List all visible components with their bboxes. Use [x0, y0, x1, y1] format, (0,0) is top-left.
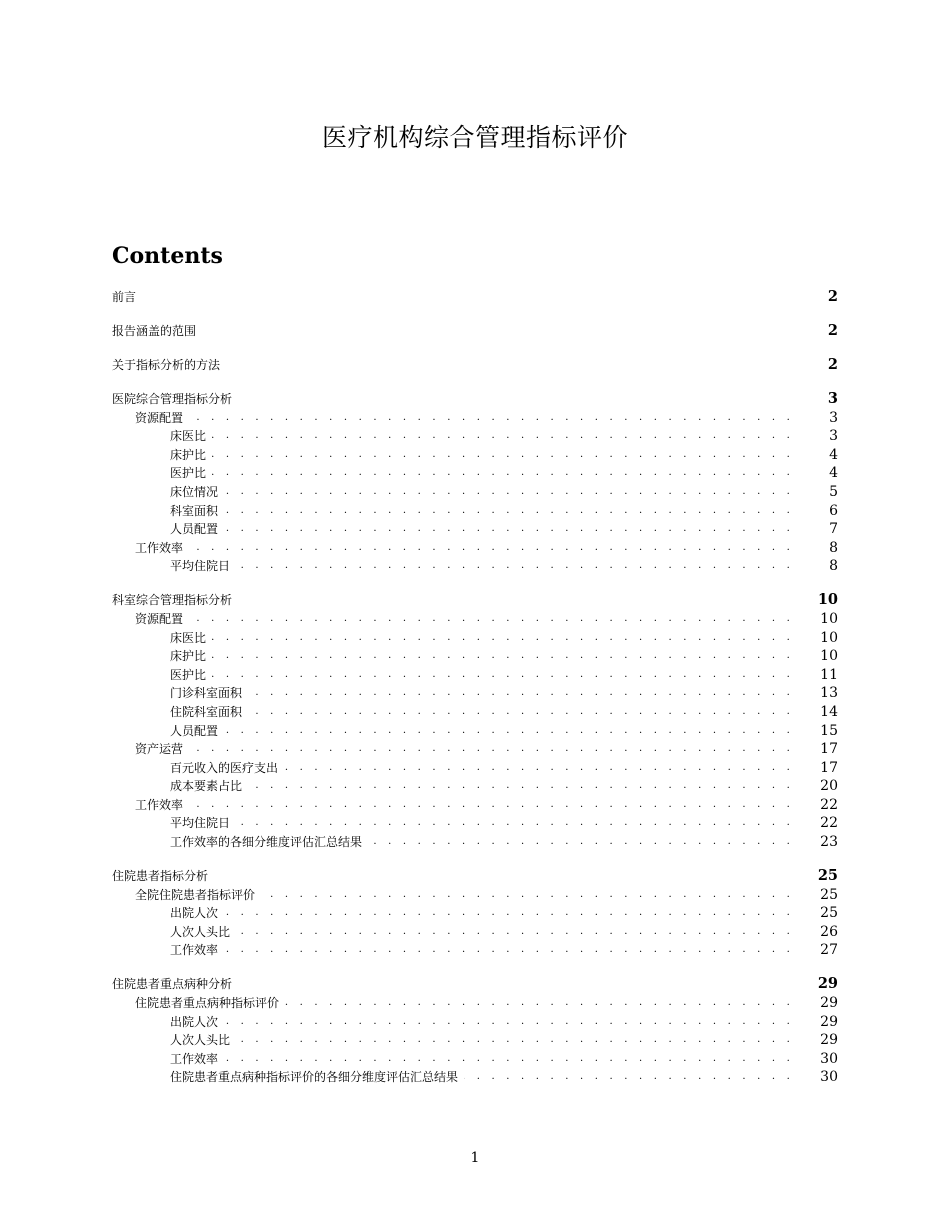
toc-entry-page-number: 15 — [820, 722, 838, 739]
toc-subsection[interactable] — [112, 608, 838, 627]
document-title: 医疗机构综合管理指标评价 — [321, 123, 628, 152]
toc-section[interactable] — [112, 387, 838, 407]
toc-entry-label: 科室综合管理指标分析 — [112, 592, 238, 608]
toc-dot-leader — [202, 323, 794, 339]
toc-dot-leader — [224, 503, 794, 519]
toc-entry-page-number: 29 — [820, 995, 838, 1012]
toc-entry-page-number: 30 — [820, 1069, 838, 1086]
toc-subsubsection[interactable] — [112, 627, 838, 646]
toc-entry-label: 资源配置 — [135, 611, 189, 627]
toc-entry-page-number: 26 — [820, 923, 838, 940]
toc-section[interactable] — [112, 353, 838, 373]
toc-entry-label: 关于指标分析的方法 — [112, 357, 226, 373]
toc-dot-leader — [236, 924, 794, 940]
toc-entry-page-number: 7 — [829, 521, 838, 538]
toc-subsubsection[interactable] — [112, 776, 838, 795]
toc-entry-page-number: 3 — [829, 409, 838, 426]
toc-dot-leader — [284, 760, 794, 776]
toc-entry-page-number: 23 — [820, 834, 838, 851]
toc-dot-leader — [189, 797, 794, 813]
page-number: 1 — [470, 1150, 480, 1166]
toc-entry-label: 出院人次 — [170, 1014, 224, 1030]
toc-entry-page-number: 6 — [829, 502, 838, 519]
toc-subsubsection[interactable] — [112, 426, 838, 445]
toc-entry-label: 床护比 — [170, 648, 212, 664]
toc-entry-label: 人次人头比 — [170, 924, 236, 940]
toc-entry-page-number: 14 — [820, 703, 838, 720]
toc-entry-page-number: 22 — [820, 815, 838, 832]
toc-entry-label: 医护比 — [170, 667, 212, 683]
toc-subsection[interactable] — [112, 739, 838, 758]
toc-dot-leader — [142, 289, 794, 305]
table-of-contents — [112, 285, 838, 1085]
toc-dot-leader — [212, 465, 794, 481]
toc-entry-page-number: 3 — [829, 428, 838, 445]
toc-entry-label: 工作效率 — [135, 540, 189, 556]
toc-subsubsection[interactable] — [112, 463, 838, 482]
toc-entry-page-number: 10 — [817, 591, 838, 609]
toc-dot-leader — [189, 741, 794, 757]
toc-dot-leader — [224, 723, 794, 739]
toc-subsection[interactable] — [112, 992, 838, 1011]
toc-dot-leader — [224, 905, 794, 921]
toc-entry-label: 前言 — [112, 289, 142, 305]
toc-dot-leader — [212, 447, 794, 463]
toc-entry-page-number: 17 — [820, 759, 838, 776]
toc-entry-page-number: 30 — [820, 1050, 838, 1067]
toc-entry-label: 床医比 — [170, 428, 212, 444]
toc-dot-leader — [236, 815, 794, 831]
toc-entry-label: 门诊科室面积 — [170, 685, 248, 701]
toc-dot-leader — [224, 1014, 794, 1030]
toc-entry-label: 出院人次 — [170, 905, 224, 921]
toc-subsubsection[interactable] — [112, 444, 838, 463]
toc-dot-leader — [224, 1051, 794, 1067]
toc-dot-leader — [238, 391, 794, 407]
toc-dot-leader — [368, 834, 794, 850]
toc-entry-label: 人员配置 — [170, 723, 224, 739]
toc-entry-page-number: 29 — [820, 1032, 838, 1049]
toc-entry-page-number: 2 — [827, 322, 838, 339]
toc-entry-page-number: 27 — [820, 942, 838, 959]
toc-entry-label: 资产运营 — [135, 741, 189, 757]
toc-subsubsection[interactable] — [112, 940, 838, 959]
toc-entry-label: 报告涵盖的范围 — [112, 323, 202, 339]
toc-entry-page-number: 2 — [827, 356, 838, 373]
toc-entry-page-number: 10 — [820, 610, 838, 627]
toc-entry-page-number: 8 — [829, 558, 838, 575]
toc-entry-label: 医护比 — [170, 465, 212, 481]
toc-dot-leader — [212, 648, 794, 664]
toc-subsubsection[interactable] — [112, 813, 838, 832]
toc-subsubsection[interactable] — [112, 519, 838, 538]
toc-entry-label: 平均住院日 — [170, 815, 236, 831]
toc-subsubsection[interactable] — [112, 1011, 838, 1030]
toc-dot-leader — [212, 428, 794, 444]
toc-dot-leader — [248, 704, 794, 720]
toc-entry-page-number: 5 — [829, 483, 838, 500]
toc-entry-page-number: 10 — [820, 648, 838, 665]
toc-entry-label: 工作效率 — [135, 797, 189, 813]
toc-dot-leader — [285, 995, 794, 1011]
toc-entry-page-number: 2 — [827, 288, 838, 305]
toc-entry-page-number: 3 — [827, 390, 838, 407]
toc-entry-label: 床医比 — [170, 630, 212, 646]
toc-entry-page-number: 20 — [820, 778, 838, 795]
toc-entry-page-number: 4 — [829, 465, 838, 482]
toc-subsubsection[interactable] — [112, 556, 838, 575]
toc-entry-label: 住院患者重点病种分析 — [112, 976, 238, 992]
toc-dot-leader — [189, 540, 794, 556]
toc-dot-leader — [236, 1032, 794, 1048]
toc-subsubsection[interactable] — [112, 1048, 838, 1067]
toc-subsubsection[interactable] — [112, 921, 838, 940]
toc-entry-label: 人次人头比 — [170, 1032, 236, 1048]
toc-entry-label: 住院患者指标分析 — [112, 868, 214, 884]
toc-entry-page-number: 25 — [820, 905, 838, 922]
toc-subsubsection[interactable] — [112, 701, 838, 720]
toc-subsubsection[interactable] — [112, 664, 838, 683]
toc-dot-leader — [248, 778, 794, 794]
toc-entry-label: 工作效率 — [170, 1051, 224, 1067]
toc-dot-leader — [224, 521, 794, 537]
toc-dot-leader — [212, 630, 794, 646]
toc-entry-label: 全院住院患者指标评价 — [135, 887, 261, 903]
toc-subsection[interactable] — [112, 407, 838, 426]
toc-entry-label: 住院科室面积 — [170, 704, 248, 720]
toc-entry-page-number: 11 — [820, 666, 838, 683]
toc-section[interactable] — [112, 864, 838, 884]
toc-entry-label: 人员配置 — [170, 521, 224, 537]
toc-dot-leader — [224, 484, 794, 500]
toc-subsubsection[interactable] — [112, 757, 838, 776]
toc-entry-label: 科室面积 — [170, 503, 224, 519]
toc-dot-leader — [214, 868, 794, 884]
toc-entry-label: 成本要素占比 — [170, 778, 248, 794]
toc-entry-label: 床位情况 — [170, 484, 224, 500]
toc-entry-page-number: 29 — [817, 975, 838, 993]
toc-dot-leader — [238, 976, 794, 992]
toc-dot-leader — [212, 667, 794, 683]
toc-dot-leader — [261, 887, 794, 903]
toc-entry-label: 工作效率的各细分维度评估汇总结果 — [170, 834, 368, 850]
toc-dot-leader — [464, 1069, 794, 1085]
toc-entry-label: 百元收入的医疗支出 — [170, 760, 284, 776]
toc-entry-page-number: 13 — [820, 685, 838, 702]
toc-subsubsection[interactable] — [112, 1030, 838, 1049]
contents-heading: Contents — [112, 243, 223, 269]
toc-subsection[interactable] — [112, 884, 838, 903]
toc-entry-label: 住院患者重点病种指标评价 — [135, 995, 285, 1011]
toc-section[interactable] — [112, 285, 838, 305]
toc-subsubsection[interactable] — [112, 683, 838, 702]
toc-section[interactable] — [112, 319, 838, 339]
toc-subsection[interactable] — [112, 537, 838, 556]
toc-subsubsection[interactable] — [112, 646, 838, 665]
toc-entry-label: 医院综合管理指标分析 — [112, 391, 238, 407]
toc-entry-page-number: 29 — [820, 1013, 838, 1030]
toc-subsubsection[interactable] — [112, 903, 838, 922]
toc-entry-page-number: 25 — [820, 886, 838, 903]
toc-entry-page-number: 8 — [829, 539, 838, 556]
toc-entry-page-number: 25 — [817, 867, 838, 885]
toc-dot-leader — [189, 611, 794, 627]
toc-entry-label: 平均住院日 — [170, 558, 236, 574]
toc-entry-page-number: 4 — [829, 446, 838, 463]
toc-subsubsection[interactable] — [112, 481, 838, 500]
toc-subsubsection[interactable] — [112, 720, 838, 739]
toc-entry-page-number: 22 — [820, 796, 838, 813]
toc-subsubsection[interactable] — [112, 1067, 838, 1086]
toc-entry-label: 床护比 — [170, 447, 212, 463]
toc-entry-label: 资源配置 — [135, 410, 189, 426]
toc-entry-page-number: 17 — [820, 741, 838, 758]
toc-entry-label: 住院患者重点病种指标评价的各细分维度评估汇总结果 — [170, 1069, 464, 1085]
toc-subsubsection[interactable] — [112, 831, 838, 850]
toc-dot-leader — [238, 592, 794, 608]
toc-dot-leader — [189, 410, 794, 426]
toc-entry-label: 工作效率 — [170, 942, 224, 958]
toc-section[interactable] — [112, 972, 838, 992]
toc-subsubsection[interactable] — [112, 500, 838, 519]
toc-section[interactable] — [112, 588, 838, 608]
toc-dot-leader — [236, 558, 794, 574]
toc-dot-leader — [226, 357, 794, 373]
toc-entry-page-number: 10 — [820, 629, 838, 646]
toc-dot-leader — [224, 942, 794, 958]
toc-dot-leader — [248, 685, 794, 701]
toc-subsection[interactable] — [112, 794, 838, 813]
